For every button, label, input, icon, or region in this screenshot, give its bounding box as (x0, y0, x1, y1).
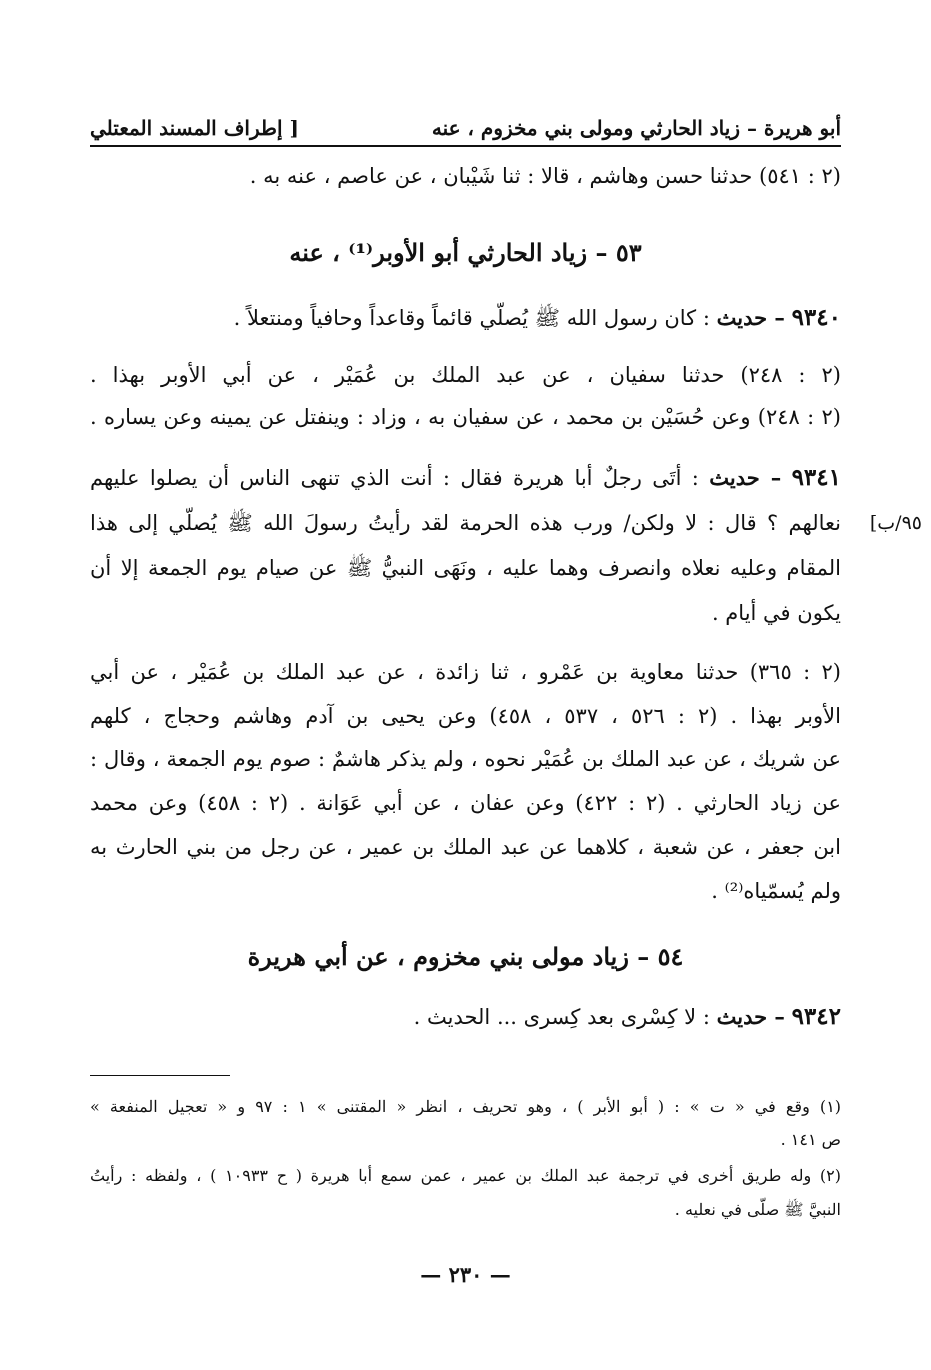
footnote-2-continued: النبيَّ ﷺ صلّى في نعليه . (674, 1200, 841, 1219)
section-heading-53: ٥٣ – زياد الحارثي أبو الأوبر⁽¹⁾ ، عنه (289, 238, 642, 267)
footnote-1: (١) وقع في « ت » : ( أبو الأبر ) ، وهو تحريف ، انظر « المقتنى » ١ : ٩٧ و « تعجيل المنفعة » (90, 1097, 842, 1116)
isnad-line: عن زياد الحارثي . (٢ : ٤٢٢) وعن عفان ، عن أبي عَوَانة . (٢ : ٤٥٨) وعن محمد (90, 791, 842, 815)
isnad-line: (٢ : ٣٦٥) حدثنا معاوية بن عَمْرو ، ثنا زائدة ، عن عبد الملك بن عُمَيْر ، عن أبي (90, 660, 841, 684)
footnote-rule (90, 1075, 230, 1076)
isnad-line: عن شريك ، عن عبد الملك بن عُمَيْر نحوه ، ولم يذكر هاشمٌ : صوم يوم الجمعة ، وقال : (90, 747, 841, 771)
hadith-number: ٩٣٤١ (791, 464, 841, 491)
isnad-line: ابن جعفر ، عن شعبة ، كلاهما عن عبد الملك بن عمير ، عن رجل من بني الحارث به (90, 835, 841, 859)
hadith-text: : كان رسول الله ﷺ يُصلّي قائماً وقاعداً وحافياً ومنتعلاً . (233, 306, 710, 330)
footnote-2: (٢) وله طريق أخرى في ترجمة عبد الملك بن عمير ، عمن سمع أبا هريرة ( ح ١٠٩٣٣ ) ، ولفظه : رأيتُ (90, 1166, 841, 1185)
hadith-9342 (90, 1002, 841, 1032)
hadith-text: : لا كِسْرى بعد كِسرى ... الحديث . (413, 1005, 710, 1029)
header-rule (90, 145, 841, 147)
hadith-label: – حديث (716, 1004, 785, 1029)
isnad-line: ولم يُسمّياه⁽²⁾ . (711, 879, 841, 903)
isnad-line: (٢ : ٢٤٨) حدثنا سفيان ، عن عبد الملك بن عُمَيْر ، عن أبي الأوبر بهذا . (90, 363, 841, 387)
running-head (90, 100, 841, 140)
isnad-line: (٢ : ٢٤٨) وعن حُسَيْن بن محمد ، عن سفيان به ، وزاد : وينفتل عن يمينه وعن يساره . (90, 405, 841, 429)
footnote-1-continued: ص ١٤١ . (780, 1130, 841, 1149)
running-head-book-title: [ إطراف المسند المعتلي (90, 116, 299, 140)
manuscript-folio-note: ٩٥/ب] (869, 512, 922, 534)
hadith-text-line: المقام وعليه نعلاه وانصرف وهما عليه ، ونَهَى النبيُّ ﷺ عن صيام يوم الجمعة إلا أن (90, 556, 841, 580)
hadith-9340 (90, 303, 841, 333)
hadith-number: ٩٣٤٢ (791, 1003, 841, 1030)
isnad-line: الأوبر بهذا . (٢ : ٥٢٦ ، ٥٣٧ ، ٤٥٨) وعن يحيى بن آدم وهاشم وحجاج ، كلهم (90, 704, 841, 728)
isnad-line: (٢ : ٥٤١) حدثنا حسن وهاشم ، قالا : ثنا شَيْبان ، عن عاصم ، عنه به . (249, 164, 841, 188)
hadith-text: : أتَى رجلٌ أبا هريرة فقال : أنت الذي تنهى الناس أن يصلوا عليهم (90, 466, 699, 490)
hadith-9341-line (90, 463, 841, 493)
hadith-label: – حديث (709, 465, 782, 490)
hadith-text-line: نعالهم ؟ قال : لا ولكن/ ورب هذه الحرمة لقد رأيتُ رسولَ الله ﷺ يُصلّي إلى هذا (90, 511, 841, 535)
hadith-label: – حديث (716, 305, 785, 330)
page-number: — ٢٣٠ — (420, 1262, 511, 1287)
hadith-text-line: يكون في أيام . (711, 601, 841, 625)
hadith-number: ٩٣٤٠ (791, 304, 841, 331)
running-head-title: أبو هريرة – زياد الحارثي ومولى بني مخزوم ، عنه (431, 116, 841, 140)
section-heading-54: ٥٤ – زياد مولى بني مخزوم ، عن أبي هريرة (247, 942, 684, 971)
